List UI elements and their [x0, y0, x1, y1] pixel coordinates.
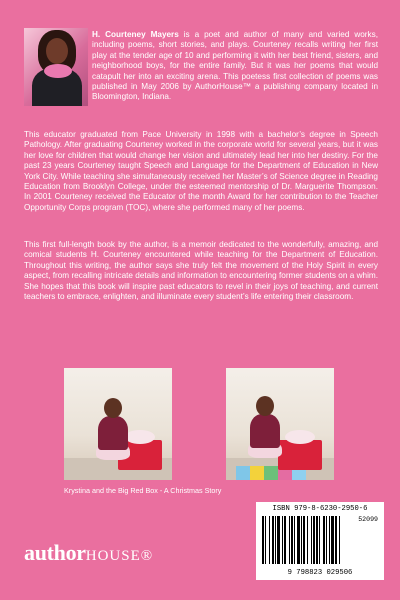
education-paragraph: This educator graduated from Pace University in 1998 with a bachelor’s degree in Speech Pathology. After graduating Courteney worked in the corporate world for several years, but it was her love for children that would change her vision and ultimately lead her into her destiny. For the past 23 years Courteney taught Speech and Language for the Department of Education in New York City. While teaching she simultaneously received her Master’s of Science degree in Reading Education from Brooklyn College, under the esteemed mentorship of Dr. Marguerite Thompson. In 2001 Courteney received the Educator of the month Award for her contribution to the Teacher Opportunity Corps program (TOC), where she performed many of her poems. — [24, 130, 378, 212]
barcode-bars — [262, 516, 358, 564]
author-bio-text: is a poet and author of many and varied works, including poems, short stories, and plays. Courteney recalls writing her first play at the tender age of 10 and performing it with her best friend, sisters, and neighborhood boys, for the entire family. But it was her poems that would catapult her into an exciting arena. This poetess first collection of poems was published in May 2006 by AuthorHouse™ a publishing company located in Bloomington, Indiana. — [92, 30, 378, 102]
publisher-registered-mark: ® — [140, 548, 154, 564]
author-photo — [24, 28, 88, 106]
author-bio — [92, 30, 378, 103]
publisher-logo — [24, 540, 153, 566]
book-description-paragraph: This first full-length book by the author, is a memoir dedicated to the wonderfully, amazing, and comical students H. Courteney encountered while teaching for the Department of Education. Throughout this writing, the author says she truly felt the movement of the Holy Spirit in every aspect, from recalling intricate details and information to encountering former students on a whim. She hopes that this book will inspire past educators to revel in their joys of teaching, and current teachers to embrace, enlighten, and illuminate every student’s life entering their classroom. — [24, 240, 378, 302]
publisher-word-author: author — [24, 540, 86, 565]
barcode-number: 9 798823 029506 — [287, 569, 353, 577]
author-name: H. Courteney Mayers — [92, 30, 179, 39]
photo-caption: Krystina and the Big Red Box - A Christmas Story — [64, 486, 222, 495]
isbn-label: ISBN 979-8-6230-2950-6 — [272, 505, 368, 513]
child-photo-right — [226, 368, 334, 480]
isbn-barcode — [256, 502, 384, 580]
publisher-word-house: HOUSE — [85, 548, 141, 564]
price-code: 52099 — [358, 516, 378, 523]
child-photo-left — [64, 368, 172, 480]
